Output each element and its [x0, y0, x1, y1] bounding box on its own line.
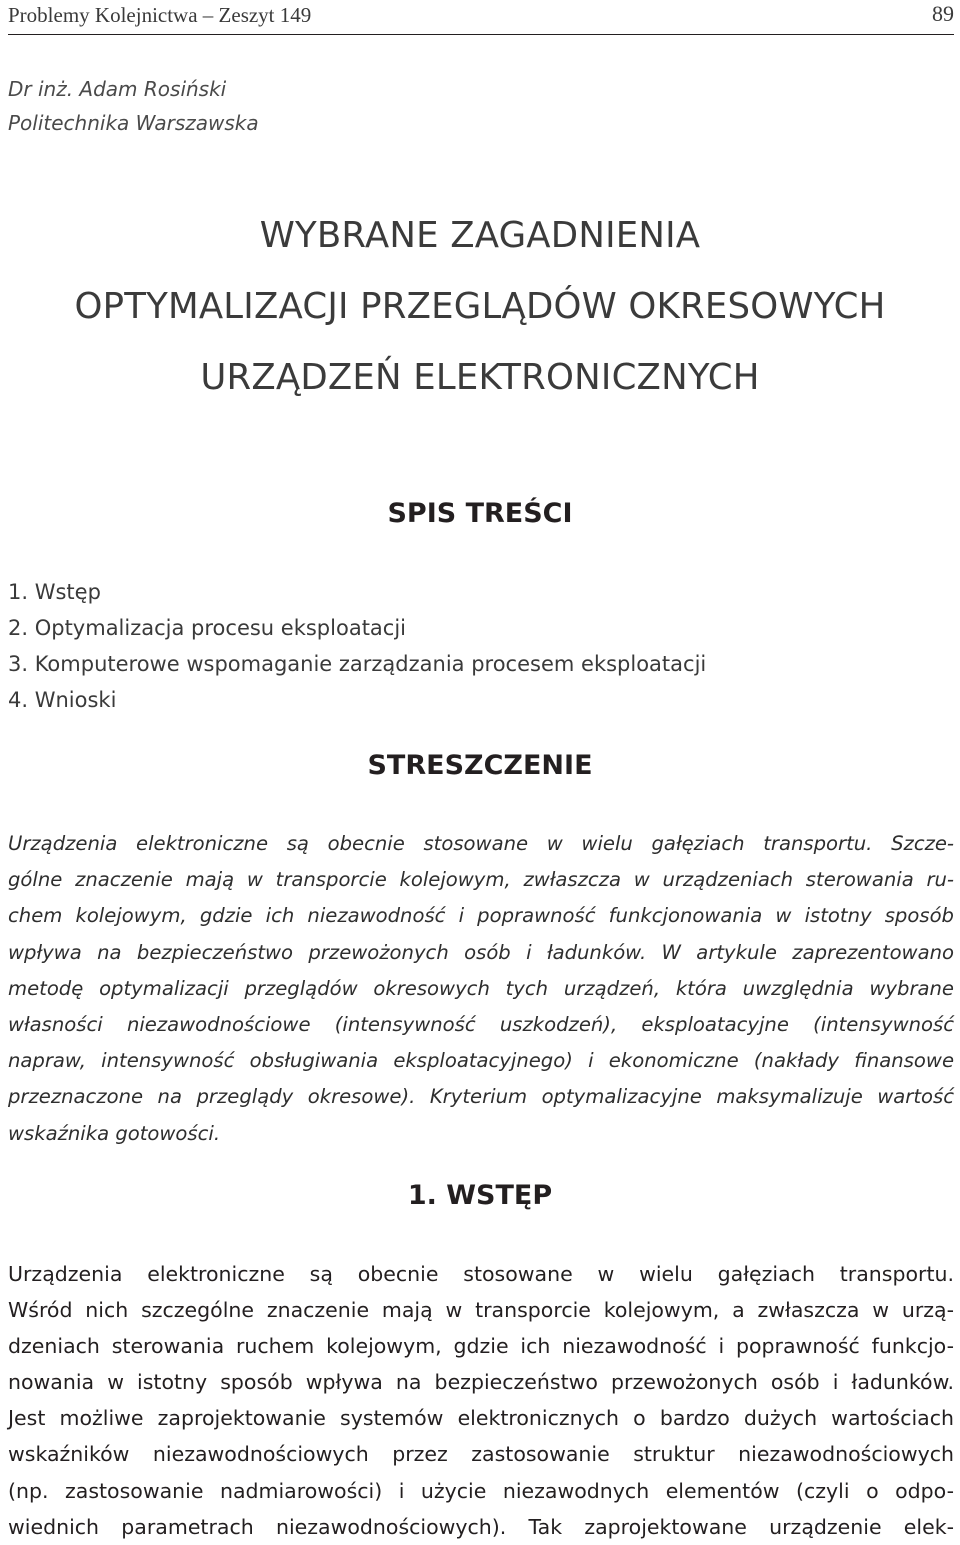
body-line: Urządzenia elektroniczne są obecnie stosowane w wielu gałęziach transportu.: [8, 1262, 954, 1286]
toc-heading: SPIS TREŚCI: [387, 498, 573, 529]
abstract-line: wpływa na bezpieczeństwo przewożonych osób i ładunków. W artykule zaprezentowano: [8, 940, 954, 964]
section-heading: 1. WSTĘP: [407, 1180, 553, 1211]
journal-title: Problemy Kolejnictwa – Zeszyt 149: [8, 3, 312, 27]
body-line: dzeniach sterowania ruchem kolejowym, gdzie ich niezawodność i poprawność funkcjo-: [8, 1334, 954, 1359]
abstract-heading: STRESZCZENIE: [367, 750, 593, 781]
article-title: [0, 200, 960, 413]
author-affiliation: Politechnika Warszawska: [8, 111, 259, 135]
body-line: (np. zastosowanie nadmiarowości) i użycie niezawodnych elementów (czyli o odpo-: [8, 1478, 954, 1503]
body-line: nowania w istotny sposób wpływa na bezpieczeństwo przewożonych osób i ładunków.: [8, 1370, 954, 1395]
abstract-line: chem kolejowym, gdzie ich niezawodność i poprawność funkcjonowania w istotny sposób: [8, 904, 954, 928]
section-body: [8, 1256, 954, 1545]
toc-item: 4. Wnioski: [8, 688, 117, 712]
body-line: Jest możliwe zaprojektowanie systemów elektronicznych o bardzo dużych wartościach: [8, 1406, 954, 1431]
author-block: [8, 72, 259, 140]
abstract-text: [8, 826, 954, 1152]
abstract-line: gólne znaczenie mają w transporcie kolejowym, zwłaszcza w urządzeniach sterowania ru-: [8, 868, 954, 892]
abstract-line: metodę optymalizacji przeglądów okresowych tych urządzeń, która uwzględnia wybrane: [8, 976, 954, 1000]
title-line: OPTYMALIZACJI PRZEGLĄDÓW OKRESOWYCH: [74, 286, 886, 327]
abstract-line: przeznaczone na przeglądy okresowe). Kryterium optymalizacyjne maksymalizuje wartość: [8, 1085, 954, 1109]
toc-item: 2. Optymalizacja procesu eksploatacji: [8, 616, 407, 640]
page-number: 89: [932, 1, 954, 26]
abstract-line: napraw, intensywność obsługiwania eksploatacyjnego) i ekonomiczne (nakłady finansowe: [8, 1049, 954, 1073]
title-line: WYBRANE ZAGADNIENIA: [259, 215, 701, 256]
running-header: [8, 0, 954, 35]
abstract-line: wskaźnika gotowości.: [8, 1121, 221, 1145]
toc-item: 3. Komputerowe wspomaganie zarządzania procesem eksploatacji: [8, 652, 707, 676]
body-line: wskaźników niezawodnościowych przez zastosowanie struktur niezawodnościowych: [8, 1442, 954, 1467]
author-name: Dr inż. Adam Rosiński: [8, 77, 227, 101]
abstract-line: własności niezawodnościowe (intensywność uszkodzeń), eksploatacyjne (intensywność: [8, 1013, 954, 1037]
toc-item: 1. Wstęp: [8, 580, 101, 604]
body-line: wiednich parametrach niezawodnościowych). Tak zaprojektowane urządzenie elek-: [8, 1514, 954, 1539]
table-of-contents: [8, 574, 706, 718]
body-line: Wśród nich szczególne znaczenie mają w transporcie kolejowym, a zwłaszcza w urzą-: [8, 1298, 954, 1323]
title-line: URZĄDZEŃ ELEKTRONICZNYCH: [200, 357, 760, 398]
abstract-line: Urządzenia elektroniczne są obecnie stosowane w wielu gałęziach transportu. Szcze-: [8, 832, 954, 855]
